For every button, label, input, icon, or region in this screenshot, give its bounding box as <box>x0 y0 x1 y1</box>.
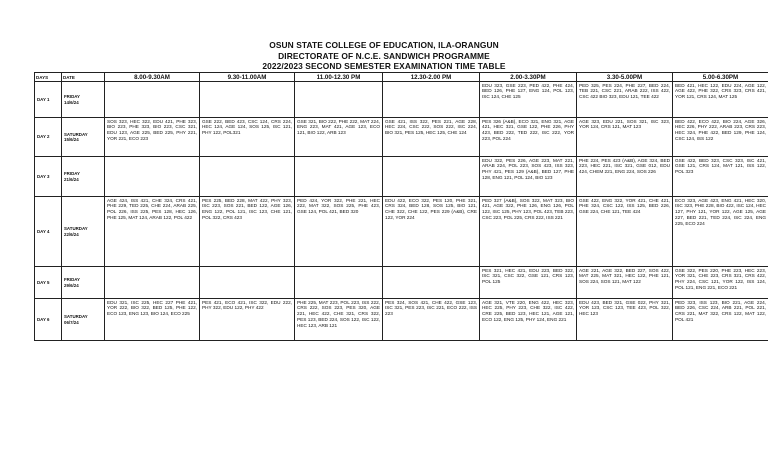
date-cell <box>62 157 105 197</box>
column-header-date: DATE <box>62 73 105 82</box>
courses-cell <box>383 82 480 118</box>
courses-cell <box>295 82 383 118</box>
courses-cell: PES 225, BED 228, MAT 422, PHY 323, ISC 223, SOS 221, BED 122, AGE 126, ENG 122, POL 121, ISC 123, CHE 121, POL 322, CRS 423 <box>200 197 295 267</box>
courses-cell: PES 421, ECO 421, ISC 322, EDU 222, PHY 322, EDU 122, PHY 422 <box>200 299 295 341</box>
column-header-slot: 8.00-9.30AM <box>105 73 200 82</box>
courses-cell: GSE 321, BIO 222, PHE 222, MAT 224, ENG 223, MAT 421, AGE 123, ECO 121, BIO 122, ARB 123 <box>295 118 383 157</box>
column-header-slot: 9.30-11.00AM <box>200 73 295 82</box>
courses-cell: AGE 323, EDU 221, SOS 321, ISC 323, YOR 124, CRS 121, MAT 123 <box>577 118 673 157</box>
header-row <box>35 73 768 82</box>
weekday-label: SATURDAY <box>64 226 88 232</box>
column-header-slot: 2.00-3.30PM <box>480 73 577 82</box>
courses-cell: EDU 423, BED 321, GSE 022, PHY 321, YOR 123, CSC 123, TEE 423, POL 322, HEC 123 <box>577 299 673 341</box>
courses-cell <box>105 157 200 197</box>
weekday-label: SATURDAY <box>64 131 88 137</box>
courses-cell: PHE 225, MAT 223, POL 223, ISS 222, CRS 222, SOS 223, PES 320, AGE 221, HEC 422, CHE 321, CRS 322, PES 123, BED 224, SOS 122, ISC 122, HEC 123, ARB 121 <box>295 299 383 341</box>
courses-cell: BED 421, HEC 122, EDU 224, AGE 122, AGE 422, PHE 322, CRS 323, CRS 421, YOR 121, CRS 124, MAT 125 <box>673 82 768 118</box>
weekday-label: FRIDAY <box>64 277 80 283</box>
table-row <box>35 267 768 299</box>
courses-cell <box>383 267 480 299</box>
date-cell <box>62 82 105 118</box>
date-cell <box>62 197 105 267</box>
table-row <box>35 157 768 197</box>
courses-cell <box>383 157 480 197</box>
courses-cell: PES 324, SOS 421, CHE 422, GSE 123, ISC 321, PES 223, ISC 221, ECO 222, ISS 223 <box>383 299 480 341</box>
date-label: 22/6/24 <box>64 231 79 237</box>
courses-cell <box>200 82 295 118</box>
weekday-label: FRIDAY <box>64 171 80 177</box>
institution-title: OSUN STATE COLLEGE OF EDUCATION, ILA-ORANGUN <box>269 40 499 50</box>
courses-cell <box>200 267 295 299</box>
courses-cell: PED 325, PES 224, PHE 227, BED 224, TEB 221, CSC 221, ARAB 222, ISS 422, CSC 422 BIO 323, EDU 121, TEE 422 <box>577 82 673 118</box>
date-label: 29/6/24 <box>64 282 79 288</box>
courses-cell: EDU 323, GSE 223, PED 422, PHE 424, BED 126, PHE 127, ENG 124, POL 123, ISC 124, CHE 125 <box>480 82 577 118</box>
courses-cell <box>295 267 383 299</box>
courses-cell: PHE 224, PES 423 (A&B), AGE 324, BED 223, HEC 221, ISC 321, GSE 012, EDU 424, CHEM 221, ENG 224, SOS 226 <box>577 157 673 197</box>
courses-cell: AGE 221, AGE 322, BED 227, SOS 422, MAT 225, MAT 321, HEC 122, PHE 121, SOS 224, SOS 121, MAT 122 <box>577 267 673 299</box>
courses-cell: EDU 322, PES 226, AGE 223, MAT 221, ARAB 224, POL 223, SOS 423, ISS 323, PHY 421, PES 129 (A&B), BED 127, PHE 128, ENG 121, POL 124, BIO 123 <box>480 157 577 197</box>
courses-cell <box>105 267 200 299</box>
timetable-title: 2022/2023 SECOND SEMESTER EXAMINATION TIME TABLE <box>262 61 506 71</box>
date-label: 14/6/24 <box>64 99 79 105</box>
day-label: DAY 4 <box>35 197 62 267</box>
column-header-slot: 11.00-12.30 PM <box>295 73 383 82</box>
table-row <box>35 197 768 267</box>
date-label: 06/7/24 <box>64 319 79 325</box>
date-label: 21/6/24 <box>64 176 79 182</box>
date-cell <box>62 299 105 341</box>
day-label: DAY 2 <box>35 118 62 157</box>
date-cell <box>62 267 105 299</box>
courses-cell: PED 424, YOR 322, PHE 221, HEC 222, MAT 322, SOS 225, PHE 423, GSE 124, POL 421, BED 320 <box>295 197 383 267</box>
day-label: DAY 3 <box>35 157 62 197</box>
exam-timetable <box>34 72 768 341</box>
date-label: 15/6/24 <box>64 137 79 142</box>
weekday-label: FRIDAY <box>64 94 80 100</box>
courses-cell: EDU 321, ISC 225, HEC 227 PHE 421, YOR 222, BIO 322, BED 125, PHE 122, ECO 123, ENG 123, BIO 124, ECO 225 <box>105 299 200 341</box>
courses-cell: GSE 421, ISS 322, PES 221, AGE 228, HEC 224, CSC 222, SOS 222, ISC 224, BIO 321, PES 125, HEC 125, CHE 124 <box>383 118 480 157</box>
courses-cell: AGE 321, VTE 220, ENG 422, HEC 323, HEC 225, PHY 223, CHE 322, ISC 422, CRE 225, BED 123, HEC 121, AGE 121, ECO 122, ENG 125, PHY 124, ENG 221 <box>480 299 577 341</box>
date-cell <box>62 118 105 157</box>
table-row <box>35 118 768 157</box>
day-label: DAY 5 <box>35 267 62 299</box>
title-block <box>0 40 768 72</box>
day-label: DAY 1 <box>35 82 62 118</box>
courses-cell: GSE 322, PES 220, PHE 223, HEC 223, YOR 321, CHE 223, CRS 321, CRS 422, PHY 224, CSC 121, YOR 122, ISS 124, POL 121, ENG 221, ECO 221 <box>673 267 768 299</box>
courses-cell: GSE 222, BED 423, CSC 124, CRS 224, HEC 124, AGE 124, SOS 125, ISC 121, PHY 122, POL321 <box>200 118 295 157</box>
courses-cell: SOS 323, HEC 322, EDU 421, PHE 323, BIO 223, PHE 323, BIO 223, CSC 321, EDU 123, AGE 225, BED 225, PHY 221, YOR 221, ECO 223 <box>105 118 200 157</box>
courses-cell <box>200 157 295 197</box>
courses-cell: PES 321, HEC 421, EDU 223, BED 322, ISC 321, CSC 322, GSE 121, CRS 123, POL 125 <box>480 267 577 299</box>
column-header-slot: 3.30-5.00PM <box>577 73 673 82</box>
courses-cell: GSE 422, BED 323, CSC 323, ISC 421, GSE 121, CRS 124, MAT 121, ISS 122, POL 323 <box>673 157 768 197</box>
directorate-title: DIRECTORATE OF N.C.E. SANDWICH PROGRAMME <box>278 50 490 61</box>
column-header-days: DAYS <box>35 73 62 82</box>
courses-cell: ECO 323, AGE 423, ENG 421, HEC 320, ISC 323, PHE 228, BIO 422, ISC 124, HEC 127, PHY 121, YOR 122, AGE 125, AGE 227, BED 221, TED 224, ISC 224, ENG 225, ECO 224 <box>673 197 768 267</box>
courses-cell: PED 327 (A&B), SOS 322, MAT 323, BIO 421, AGE 322, PHE 126, ENG 126, POL 122, ISC 125, PHY 123, POL 423, TEB 223, CSC 223, POL 225, CRS 222, ISS 221 <box>480 197 577 267</box>
courses-cell: PES 326 (A&B), ECO 321, ENG 321, AGE 421, HEC 321, GSE 122, PHE 226, PHY 423, BED 222, TED 222, ISC 222, YOR 223, POL 224 <box>480 118 577 157</box>
courses-cell: BED 422, ECO 422, BIO 224, AGE 326, HEC 226, PHY 222, ARAB 223, CRS 223, HEC 324, PHE 422, BED 129, PHE 124, CSC 124, ISS 122 <box>673 118 768 157</box>
column-header-slot: 5.00-6.30PM <box>673 73 768 82</box>
table-row <box>35 82 768 118</box>
courses-cell: GSE 422, ENG 322, YOR 421, CHE 421, PHE 324, CSC 122, ISS 125, BED 226, GSE 224, CHE 121, TEE 424 <box>577 197 673 267</box>
table-row <box>35 299 768 341</box>
weekday-label: SATURDAY <box>64 314 88 320</box>
day-label: DAY 6 <box>35 299 62 341</box>
courses-cell <box>105 82 200 118</box>
column-header-slot: 12.30-2.00 PM <box>383 73 480 82</box>
courses-cell: PED 323, ISS 123, BIO 221, AGE 224, BED 226, CSC 224, ARB 221, POL 221, CRS 221, MAT 322, CRS 122, MAT 122, POL 421 <box>673 299 768 341</box>
courses-cell <box>295 157 383 197</box>
courses-cell: EDU 422, ECO 322, PES 120, PHE 321, CRS 324, BED 128, SOS 125, BIO 121, CHE 322, CHE 122, PES 229 (A&B), CRE 122, YOR 224 <box>383 197 480 267</box>
courses-cell: AGE 424, ISS 421, CHE 324, CRS 421, PHE 229, TED 225, CHE 224, ARAB 225, POL 226, ISS 225, PES 128, HEC 126, PHE 125, MAT 124, ARAB 122, POL 422 <box>105 197 200 267</box>
